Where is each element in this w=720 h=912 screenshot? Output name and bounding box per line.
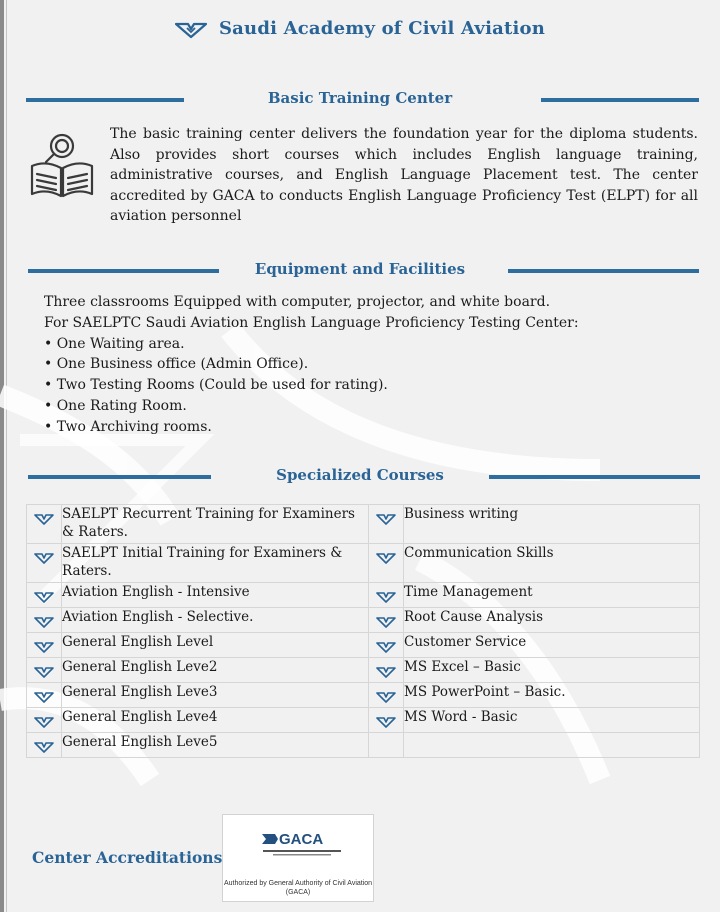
wing-bullet-icon (34, 642, 54, 653)
course-bullet-cell (369, 633, 404, 658)
gaca-authorization-caption: Authorized by General Authority of Civil Aviation (GACA) (223, 880, 373, 896)
course-name: Aviation English - Intensive (62, 583, 369, 608)
equipment-line: Three classrooms Equipped with computer, projector, and white board. (44, 294, 551, 310)
specialized-courses-table (26, 504, 700, 758)
wing-bullet-icon (34, 692, 54, 703)
course-name: Communication Skills (404, 544, 700, 583)
gaca-arabic-wordmark (263, 849, 343, 857)
course-row (27, 658, 700, 683)
wing-bullet-icon (34, 617, 54, 628)
course-name: SAELPT Initial Training for Examiners & Raters. (62, 544, 369, 583)
page-header (0, 18, 720, 39)
course-bullet-cell (369, 733, 404, 758)
equipment-bullet-item: • One Rating Room. (44, 397, 187, 414)
wing-bullet-icon (34, 742, 54, 753)
course-bullet-cell (27, 683, 62, 708)
section-heading-basic-training (0, 89, 720, 109)
gaca-logo-text: GACA (279, 831, 324, 848)
course-name: Customer Service (404, 633, 700, 658)
wing-bullet-icon (376, 667, 396, 678)
course-bullet-cell (369, 683, 404, 708)
course-name: Business writing (404, 505, 700, 544)
course-bullet-cell (27, 505, 62, 544)
gaca-accreditation-badge (222, 814, 374, 902)
page-left-border (0, 0, 4, 912)
page-left-border-inner (6, 0, 7, 912)
section-title: Basic Training Center (267, 89, 453, 107)
course-name: General English Leve5 (62, 733, 369, 758)
course-row (27, 708, 700, 733)
course-bullet-cell (369, 608, 404, 633)
course-name: MS PowerPoint – Basic. (404, 683, 700, 708)
course-bullet-cell (369, 505, 404, 544)
course-row (27, 608, 700, 633)
wing-bullet-icon (376, 717, 396, 728)
course-bullet-cell (27, 633, 62, 658)
wing-bullet-icon (376, 617, 396, 628)
course-name: General English Leve4 (62, 708, 369, 733)
section-heading-equipment (0, 260, 720, 280)
saca-wings-icon (175, 19, 207, 39)
wing-bullet-icon (376, 592, 396, 603)
accreditations-label: Center Accreditations (32, 848, 223, 867)
equipment-bullet-item: • One Waiting area. (44, 335, 185, 352)
course-name: MS Excel – Basic (404, 658, 700, 683)
equipment-line: For SAELPTC Saudi Aviation English Language Proficiency Testing Center: (44, 314, 579, 331)
wing-bullet-icon (376, 514, 396, 525)
course-name: Root Cause Analysis (404, 608, 700, 633)
course-bullet-cell (369, 658, 404, 683)
section-title: Equipment and Facilities (254, 260, 466, 278)
course-row (27, 733, 700, 758)
book-search-icon (28, 130, 96, 200)
gaca-logo (261, 831, 323, 848)
equipment-bullet-item: • Two Testing Rooms (Could be used for rating). (44, 377, 388, 394)
course-bullet-cell (369, 583, 404, 608)
page-title: Saudi Academy of Civil Aviation (218, 18, 546, 39)
equipment-bullet-item: • One Business office (Admin Office). (44, 356, 309, 373)
section-heading-courses (0, 466, 720, 486)
course-bullet-cell (369, 708, 404, 733)
basic-center-description: The basic training center delivers the foundation year for the diploma students. Also provides short courses which includes English language training, administrative courses, and English Language Placement test. The center accredited by GACA to conducts English Language Proficiency Test (ELPT) for all aviation personnel (110, 126, 698, 225)
wing-bullet-icon (34, 553, 54, 564)
wing-bullet-icon (34, 667, 54, 678)
course-row (27, 544, 700, 583)
wing-bullet-icon (34, 592, 54, 603)
wing-bullet-icon (34, 717, 54, 728)
wing-bullet-icon (376, 692, 396, 703)
equipment-list (44, 292, 684, 438)
course-bullet-cell (27, 583, 62, 608)
course-bullet-cell (27, 708, 62, 733)
wing-bullet-icon (376, 642, 396, 653)
course-bullet-cell (27, 544, 62, 583)
section-title: Specialized Courses (276, 466, 444, 484)
course-bullet-cell (369, 544, 404, 583)
wing-bullet-icon (376, 553, 396, 564)
course-row (27, 583, 700, 608)
course-name: MS Word - Basic (404, 708, 700, 733)
course-name: General English Level (62, 633, 369, 658)
course-row (27, 633, 700, 658)
course-name: General English Leve2 (62, 658, 369, 683)
course-name: Time Management (404, 583, 700, 608)
equipment-bullet-item: • Two Archiving rooms. (44, 418, 212, 435)
course-name (404, 733, 700, 758)
course-bullet-cell (27, 733, 62, 758)
course-name: SAELPT Recurrent Training for Examiners & Raters. (62, 505, 369, 544)
course-bullet-cell (27, 608, 62, 633)
course-name: General English Leve3 (62, 683, 369, 708)
course-name: Aviation English - Selective. (62, 608, 369, 633)
wing-bullet-icon (34, 514, 54, 525)
course-bullet-cell (27, 658, 62, 683)
course-row (27, 683, 700, 708)
course-row (27, 505, 700, 544)
gaca-emblem-icon (261, 832, 279, 846)
